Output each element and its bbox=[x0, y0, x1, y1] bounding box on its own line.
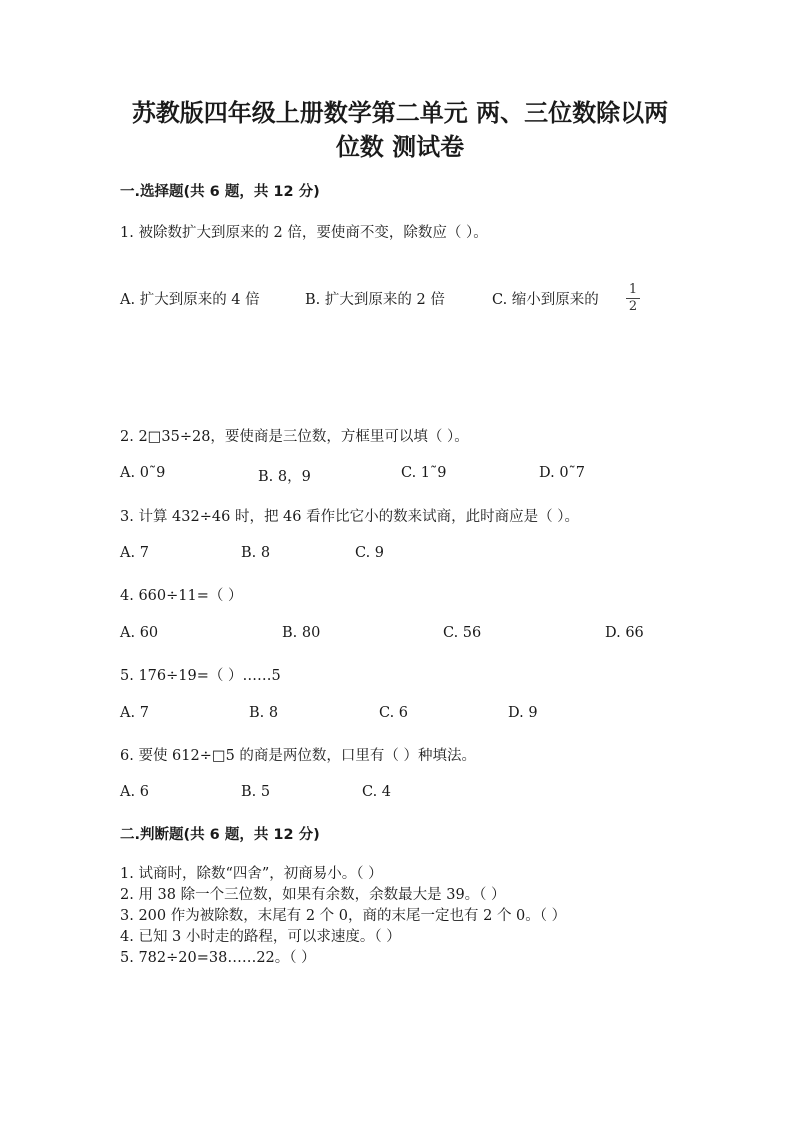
question-2: 2. 2□35÷28，要使商是三位数，方框里可以填（ ）。 bbox=[120, 429, 469, 445]
q2-option-b[interactable]: B. 8，9 bbox=[258, 469, 311, 485]
judgement-item-5: 5. 782÷20=38……22。（ ） bbox=[120, 950, 316, 966]
q2-option-d[interactable]: D. 0˜7 bbox=[539, 465, 586, 481]
q3-option-c[interactable]: C. 9 bbox=[355, 545, 385, 561]
q2-option-c[interactable]: C. 1˜9 bbox=[401, 465, 447, 481]
page-title bbox=[60, 96, 740, 164]
section-heading-judgement: 二.判断题(共 6 题，共 12 分) bbox=[120, 827, 320, 843]
question-6: 6. 要使 612÷□5 的商是两位数，口里有（ ）种填法。 bbox=[120, 748, 477, 764]
q6-option-a[interactable]: A. 6 bbox=[120, 784, 149, 800]
question-4: 4. 660÷11=（ ） bbox=[120, 588, 243, 604]
judgement-item-3: 3. 200 作为被除数，末尾有 2 个 0，商的末尾一定也有 2 个 0。（ ） bbox=[120, 908, 567, 924]
q4-option-d[interactable]: D. 66 bbox=[605, 625, 644, 641]
judgement-item-4: 4. 已知 3 小时走的路程，可以求速度。（ ） bbox=[120, 929, 401, 945]
title-line-1: 苏教版四年级上册数学第二单元 两、三位数除以两 bbox=[131, 99, 669, 127]
q3-option-a[interactable]: A. 7 bbox=[120, 545, 149, 561]
question-3: 3. 计算 432÷46 时，把 46 看作比它小的数来试商，此时商应是（ ）。 bbox=[120, 509, 579, 525]
q1-option-b[interactable]: B. 扩大到原来的 2 倍 bbox=[305, 292, 445, 308]
q4-option-a[interactable]: A. 60 bbox=[120, 625, 159, 641]
q6-option-b[interactable]: B. 5 bbox=[241, 784, 271, 800]
q5-option-c[interactable]: C. 6 bbox=[379, 705, 409, 721]
question-1: 1. 被除数扩大到原来的 2 倍，要使商不变，除数应（ ）。 bbox=[120, 225, 488, 241]
section-heading-choice: 一.选择题(共 6 题，共 12 分) bbox=[120, 184, 320, 200]
q3-option-b[interactable]: B. 8 bbox=[241, 545, 271, 561]
title-line-2: 位数 测试卷 bbox=[335, 133, 465, 161]
judgement-item-2: 2. 用 38 除一个三位数，如果有余数，余数最大是 39。（ ） bbox=[120, 887, 506, 903]
q1-option-a[interactable]: A. 扩大到原来的 4 倍 bbox=[120, 292, 260, 308]
q5-option-d[interactable]: D. 9 bbox=[508, 705, 538, 721]
fraction-numerator: 1 bbox=[628, 282, 638, 297]
q2-option-a[interactable]: A. 0˜9 bbox=[120, 465, 166, 481]
question-5: 5. 176÷19=（ ）……5 bbox=[120, 668, 281, 684]
q5-option-b[interactable]: B. 8 bbox=[249, 705, 279, 721]
judgement-item-1: 1. 试商时，除数“四舍”，初商易小。（ ） bbox=[120, 866, 383, 882]
q6-option-c[interactable]: C. 4 bbox=[362, 784, 392, 800]
fraction-denominator: 2 bbox=[628, 299, 638, 314]
q4-option-b[interactable]: B. 80 bbox=[282, 625, 321, 641]
q1-fraction bbox=[626, 283, 640, 314]
q4-option-c[interactable]: C. 56 bbox=[443, 625, 482, 641]
q5-option-a[interactable]: A. 7 bbox=[120, 705, 149, 721]
q1-option-c[interactable]: C. 缩小到原来的 bbox=[492, 292, 599, 308]
